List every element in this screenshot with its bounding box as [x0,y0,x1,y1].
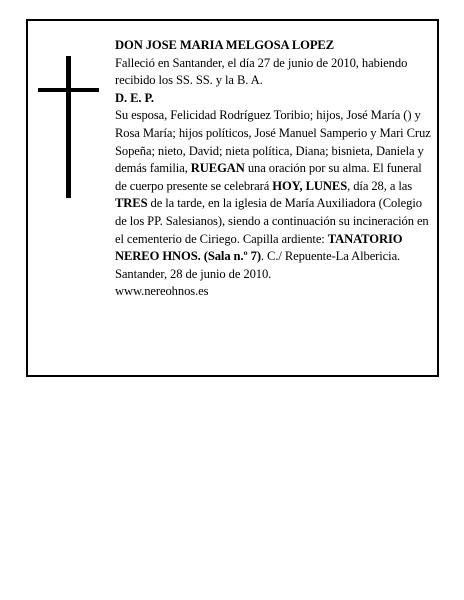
cross-icon [66,56,71,198]
comma-text: , [299,178,306,193]
church-text: de la tarde, en la iglesia de María Auxiliadora (Colegio de los PP. Salesianos), siendo a continuación su incineración en el cementerio de Ciriego. Capilla ardiente: [115,196,429,246]
deceased-name: DON JOSE MARIA MELGOSA LOPEZ [115,38,335,52]
lunes-word: LUNES [305,178,348,193]
website-link: www.nereohnos.es [115,284,209,299]
tres-word: TRES [115,196,148,211]
dep-line: D. E. P. [115,90,154,105]
place-date: Santander, 28 de junio de 2010. [115,266,272,281]
hoy-word: HOY [272,178,300,193]
tanatorio-name: TANATORIO NEREO HNOS. (Sala n.º 7) [115,231,403,264]
obituary-notice [26,19,439,377]
ruegan-word: RUEGAN [190,161,245,176]
day-text: , día 28, a las [347,178,413,193]
family-list: Su esposa, Felicidad Rodríguez Toribio; hijos, José María () y Rosa María; hijos políticos, José Manuel Samperio y Mari Cruz Sopeña; nieto, David; nieta política, Diana; bisnieta, Daniela y demás familia, [115,108,431,176]
body-paragraph [115,107,433,265]
obituary-text [115,37,433,301]
death-line: Falleció en Santander, el día 27 de junio de 2010, habiendo recibido los SS. SS. y la B. A. [115,55,408,88]
prayer-text: una oración por su alma. El funeral de cuerpo presente se celebrará [115,161,422,193]
address-text: . C./ Repuente-La Albericia. [260,249,401,264]
cross-icon-crossbar [38,88,99,92]
